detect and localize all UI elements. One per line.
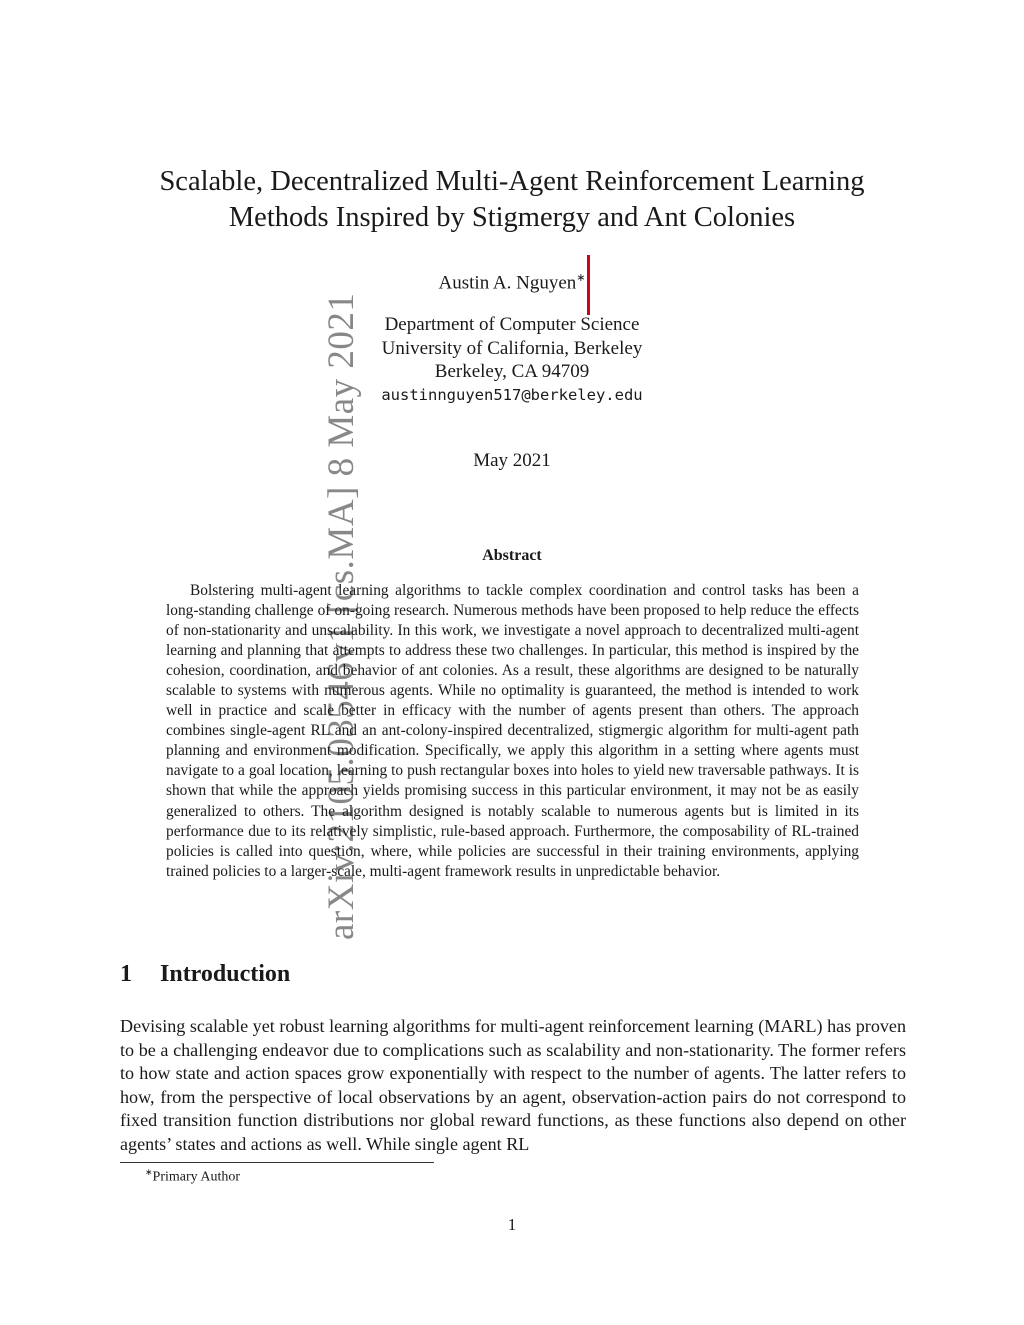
footnote-rule — [120, 1162, 434, 1163]
section-number: 1 — [120, 961, 132, 987]
arxiv-stamp: arXiv:2105.03546v1 [cs.MA] 8 May 2021 — [321, 292, 362, 940]
author-name: Austin A. Nguyen — [438, 272, 577, 294]
intro-paragraph: Devising scalable yet robust learning algorithms for multi-agent reinforcement learning (MARL) has proven to be a challenging endeavor due to complications such as scalability and non-stationarity. The former refers to how state and action spaces grow exponentially with respect to the number of agents. The latter refers to how, from the perspective of local observations by an agent, observation-action pairs do not correspond to fixed transition function distributions nor global reward functions, as these functions also depend on other agents’ states and actions as well. While single agent RL — [120, 1016, 906, 1154]
paper-date: May 2021 — [473, 450, 551, 471]
footnote — [145, 1167, 240, 1186]
paper-title — [140, 164, 884, 236]
page-number: 1 — [507, 1215, 517, 1234]
affiliation — [0, 313, 1024, 407]
author-email[interactable]: austinnguyen517@berkeley.edu — [381, 385, 643, 404]
text-cursor-marker — [587, 255, 590, 315]
title-line-1: Scalable, Decentralized Multi-Agent Reinforcement Learning — [159, 166, 865, 197]
affiliation-dept: Department of Computer Science — [384, 314, 640, 335]
section-heading — [120, 961, 290, 988]
affiliation-city: Berkeley, CA 94709 — [434, 361, 590, 382]
abstract-body: Bolstering multi-agent learning algorithms to tackle complex coordination and control tasks has been a long-standing challenge of on-going research. Numerous methods have been proposed to help reduce the effects of non-stationarity and unscalability. In this work, we investigate a novel approach to decentralized multi-agent learning and planning that attempts to address these two challenges. In particular, this method is inspired by the cohesion, coordination, and behavior of ant colonies. As a result, these algorithms are designed to be naturally scalable to systems with numerous agents. While no optimality is guaranteed, the method is intended to work well in practice and scale better in efficacy with the number of agents present than others. The approach combines single-agent RL and an ant-colony-inspired decentralized, stigmergic algorithm for multi-agent path planning and environment modification. Specifically, we apply this algorithm in a setting where agents must navigate to a goal location, learning to push rectangular boxes into holes to yield new traversable pathways. It is shown that while the approach yields promising success in this particular environment, it may not be as easily generalized to others. The algorithm designed is notably scalable to numerous agents but is limited in its performance due to its relatively simplistic, rule-based approach. Furthermore, the composability of RL-trained policies is called into question, where, while policies are successful in their training environments, applying trained policies to a larger-scale, multi-agent framework results in unpredictable behavior. — [166, 582, 859, 880]
title-line-2: Methods Inspired by Stigmergy and Ant Colonies — [228, 202, 796, 233]
footnote-text: Primary Author — [152, 1169, 241, 1185]
author-line — [0, 271, 1024, 294]
author-footnote-mark[interactable]: ∗ — [576, 272, 586, 284]
section-title: Introduction — [160, 961, 291, 987]
abstract-heading: Abstract — [482, 547, 542, 564]
footnote-mark: ∗ — [145, 1167, 153, 1177]
affiliation-univ: University of California, Berkeley — [381, 337, 643, 359]
